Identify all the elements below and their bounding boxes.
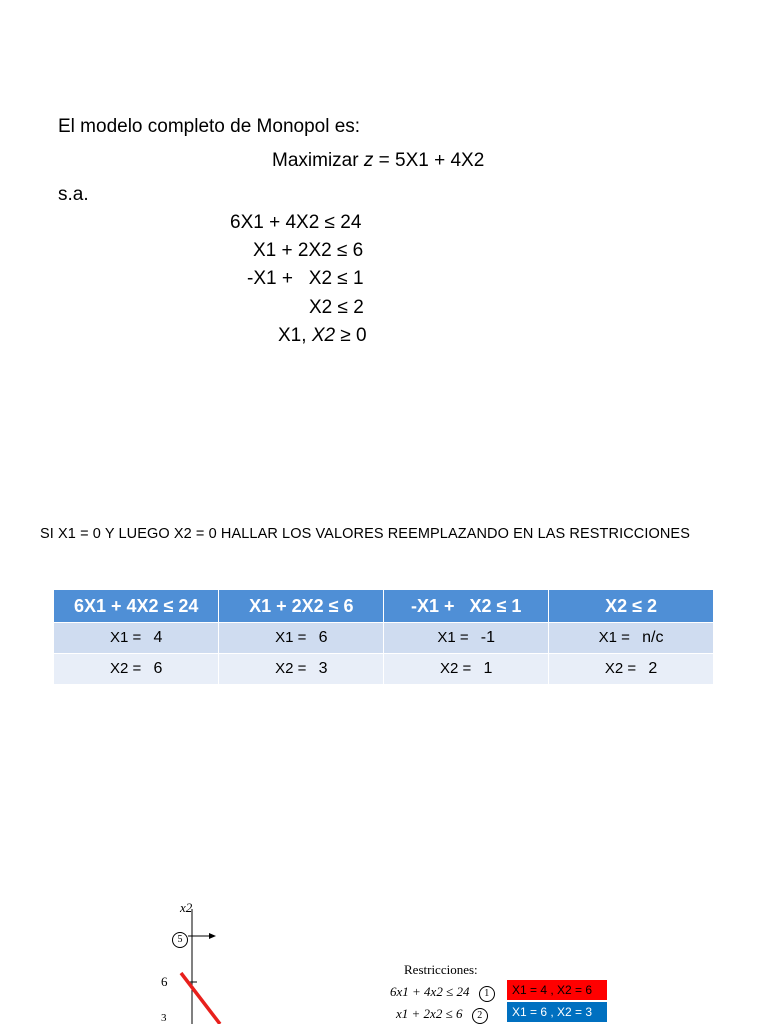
x2-value: 2 [648, 660, 658, 677]
table-header: X1 + 2X2 ≤ 6 [219, 590, 384, 623]
restriction-number: 1 [479, 986, 495, 1002]
intercepts-table [54, 590, 714, 684]
subject-to-label: s.a. [58, 184, 89, 205]
nonneg-part-a: X1, [278, 325, 312, 346]
instruction-text: SI X1 = 0 Y LUEGO X2 = 0 HALLAR LOS VALORES REEMPLAZANDO EN LAS RESTRICCIONES [40, 526, 690, 542]
table-row [54, 654, 714, 685]
table-cell [54, 654, 219, 685]
x1-value: n/c [642, 629, 664, 646]
y-tick-label: 6 [161, 974, 168, 989]
x2-label: X2 = [440, 660, 476, 677]
objective-var: z [363, 150, 374, 171]
partial-tick-label: 3 [161, 1012, 167, 1024]
nonneg-part-b: X2 [311, 325, 336, 346]
constraint-line-1 [181, 973, 220, 1024]
table-cell [549, 654, 714, 685]
table-cell [219, 623, 384, 654]
objective-function [272, 150, 484, 172]
circle-5-marker [172, 929, 188, 948]
x1-value: -1 [480, 629, 496, 646]
table-header: -X1 + X2 ≤ 1 [384, 590, 549, 623]
table-row [54, 623, 714, 654]
objective-rest: = 5X1 + 4X2 [373, 150, 485, 171]
restriction-1-values-box: X1 = 4 , X2 = 6 [507, 980, 607, 1000]
x2-value: 3 [318, 660, 328, 677]
x1-value: 4 [153, 629, 163, 646]
restriction-eq-1 [390, 984, 495, 1002]
restrictions-title: Restricciones: [404, 962, 478, 977]
x2-axis-label: x2 [180, 900, 193, 915]
arrow-head-icon [209, 933, 216, 939]
x2-label: X2 = [604, 660, 641, 677]
restriction-2-values-box: X1 = 6 , X2 = 3 [507, 1002, 607, 1022]
restriction-number: 2 [472, 1008, 488, 1024]
constraint-2: X1 + 2X2 ≤ 6 [253, 240, 364, 261]
restriction-eq-2 [396, 1006, 488, 1024]
x1-label: X1 = [110, 629, 146, 646]
nonneg-part-c: ≥ 0 [335, 325, 367, 346]
restriction-eq-text: x1 + 2x2 ≤ 6 [396, 1006, 463, 1021]
constraint-3: -X1 + X2 ≤ 1 [247, 268, 364, 289]
nonnegativity-constraint [278, 325, 367, 347]
table-cell [54, 623, 219, 654]
table-cell [219, 654, 384, 685]
x1-value: 6 [318, 629, 328, 646]
table-header: 6X1 + 4X2 ≤ 24 [54, 590, 219, 623]
x1-label: X1 = [275, 629, 311, 646]
feasible-region-graph [150, 895, 240, 1024]
table-cell [384, 623, 549, 654]
table-cell [549, 623, 714, 654]
table-cell [384, 654, 549, 685]
x2-value: 6 [153, 660, 163, 677]
x1-label: X1 = [598, 629, 635, 646]
constraint-4: X2 ≤ 2 [309, 297, 364, 318]
restriction-eq-text: 6x1 + 4x2 ≤ 24 [390, 984, 470, 999]
objective-prefix: Maximizar [272, 150, 364, 171]
constraint-1: 6X1 + 4X2 ≤ 24 [230, 212, 362, 233]
x2-label: X2 = [110, 660, 146, 677]
table-header-row [54, 590, 714, 623]
x2-label: X2 = [275, 660, 311, 677]
x1-label: X1 = [437, 629, 473, 646]
circle-number: 5 [172, 932, 188, 948]
x2-value: 1 [483, 660, 493, 677]
table-header: X2 ≤ 2 [549, 590, 714, 623]
model-intro: El modelo completo de Monopol es: [58, 116, 361, 137]
